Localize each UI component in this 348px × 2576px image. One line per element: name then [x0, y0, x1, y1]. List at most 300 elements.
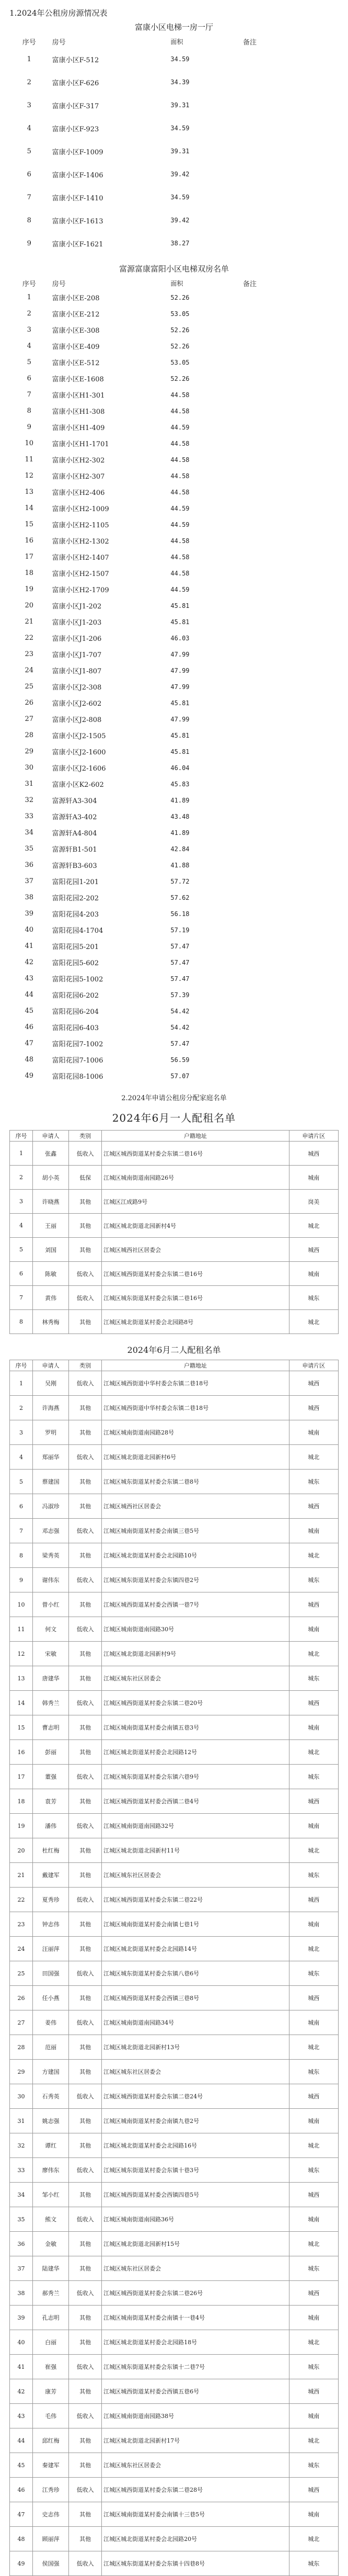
- table-cell: [240, 987, 339, 1003]
- table-cell: 富阳花园5-201: [52, 943, 99, 951]
- table-cell: 1: [10, 1142, 33, 1166]
- table-cell: 富康小区H2-1407: [52, 554, 109, 562]
- table-cell: 城东: [289, 1666, 338, 1691]
- table-cell: [240, 117, 339, 140]
- table-cell: 低保: [69, 1166, 102, 1190]
- table-row: [10, 1986, 339, 2010]
- table-cell: 其他: [69, 2527, 102, 2551]
- table-cell: 3: [27, 101, 31, 109]
- table-cell: 44.58: [170, 439, 190, 447]
- table-cell: 57.72: [170, 877, 190, 885]
- table-cell: 富阳花园5-1002: [52, 976, 103, 984]
- table-cell: 15: [10, 1715, 33, 1740]
- table-cell: 城东: [289, 2256, 338, 2281]
- table-cell: 史志伟: [33, 2502, 69, 2527]
- table-cell: 6: [10, 1262, 33, 1286]
- table-cell: 其他: [69, 2379, 102, 2404]
- table-row: [9, 500, 339, 516]
- table-cell: 许海燕: [33, 1396, 69, 1420]
- table-cell: 城北: [289, 1740, 338, 1765]
- table-cell: 44.58: [170, 472, 190, 480]
- table-row: [9, 306, 339, 322]
- table-cell: 31: [10, 2109, 33, 2133]
- table-cell: 富康小区F-1613: [52, 217, 103, 225]
- table-row: [9, 889, 339, 906]
- table-cell: 城北: [289, 1838, 338, 1863]
- document: [9, 0, 339, 2576]
- table-cell: 12: [25, 472, 34, 480]
- table-cell: 胡小英: [33, 1166, 69, 1190]
- column-header: 备注: [242, 39, 257, 47]
- table-cell: 潘伟: [33, 1814, 69, 1838]
- table-cell: 城东: [289, 1286, 338, 1310]
- table-row: [10, 1912, 339, 1937]
- table-cell: 江城区城东街道某村委会东镇六巷9号: [102, 1765, 289, 1789]
- table-cell: 蔡建国: [33, 1470, 69, 1494]
- table-cell: [240, 209, 339, 232]
- table-cell: [240, 954, 339, 970]
- table-cell: 低收入: [69, 1445, 102, 1470]
- table-cell: [240, 289, 339, 306]
- table-cell: 其他: [69, 2232, 102, 2256]
- table-cell: 其他: [69, 1543, 102, 1568]
- table-cell: 42: [10, 2379, 33, 2404]
- table-cell: 康芳: [33, 2379, 69, 2404]
- table-row: [10, 1863, 339, 1888]
- table-cell: 张鑫: [33, 1142, 69, 1166]
- table-row: [9, 484, 339, 500]
- table-cell: 44.58: [170, 391, 190, 399]
- table-cell: 5: [27, 358, 31, 366]
- table-cell: 31: [25, 780, 34, 788]
- table-cell: 城南: [289, 1519, 338, 1543]
- table-cell: 秦建军: [33, 2453, 69, 2478]
- table-cell: 53.05: [170, 358, 190, 366]
- table-cell: 57.47: [170, 1040, 190, 1047]
- table-cell: 6: [27, 375, 31, 382]
- table-cell: 城南: [289, 2404, 338, 2428]
- table-cell: 城南: [289, 2010, 338, 2035]
- table-row: [9, 419, 339, 435]
- table-cell: 43: [25, 975, 34, 982]
- table-cell: 低收入: [69, 1262, 102, 1286]
- table-row: [10, 2453, 339, 2478]
- table-cell: 其他: [69, 1310, 102, 1334]
- table-cell: 江城区城东街道某村委会东镇十四巷8号: [102, 2551, 289, 2576]
- table-cell: 富阳花园2-202: [52, 895, 99, 902]
- table-cell: 9: [10, 1568, 33, 1592]
- table-row: [10, 1396, 339, 1420]
- table-cell: 低收入: [69, 2010, 102, 2035]
- table-cell: [240, 808, 339, 824]
- table-cell: 34: [25, 829, 34, 837]
- table-cell: 许晓燕: [33, 1190, 69, 1214]
- column-header: 申请人: [33, 1360, 69, 1371]
- table-cell: [240, 1003, 339, 1019]
- table-cell: 8: [10, 1310, 33, 1334]
- table-cell: 11: [25, 456, 34, 464]
- table-cell: 45.83: [170, 780, 190, 788]
- table-cell: 2: [27, 310, 31, 318]
- table-row: [10, 2207, 339, 2232]
- table-cell: 5: [10, 1238, 33, 1262]
- table-cell: 富源轩B1-501: [52, 846, 97, 854]
- table-cell: 低收入: [69, 2207, 102, 2232]
- table-cell: 25: [10, 1961, 33, 1986]
- column-header: 面积: [170, 280, 183, 287]
- table-cell: 8: [10, 1543, 33, 1568]
- table-cell: 3: [10, 1190, 33, 1214]
- table-cell: 5: [10, 1470, 33, 1494]
- table-row: [9, 94, 339, 117]
- table-cell: 富康小区J1-202: [52, 603, 102, 611]
- table-cell: 江城区城北街道北园新村6号: [102, 1445, 289, 1470]
- table-cell: 其他: [69, 2330, 102, 2355]
- table-cell: 53.05: [170, 310, 190, 318]
- table-cell: 低收入: [69, 1371, 102, 1396]
- table-row: [9, 549, 339, 565]
- table-cell: 城东: [289, 2158, 338, 2183]
- table-cell: 46: [25, 1023, 34, 1031]
- table-cell: 江城区城西街道某村委会东镇二巷24号: [102, 2084, 289, 2109]
- table-cell: [240, 711, 339, 727]
- table-cell: 城南: [289, 1166, 338, 1190]
- table-cell: 8: [27, 407, 31, 415]
- table-cell: 45: [25, 1007, 34, 1015]
- table-cell: 16: [10, 1740, 33, 1765]
- table-cell: [240, 679, 339, 695]
- table-cell: 其他: [69, 1214, 102, 1238]
- table-cell: 57.07: [170, 1072, 190, 1080]
- table-cell: 江城区城东街道某村委会东镇二巷8号: [102, 1470, 289, 1494]
- table-cell: 17: [10, 1765, 33, 1789]
- column-header: 类别: [69, 1360, 102, 1371]
- table-cell: 57.47: [170, 975, 190, 982]
- table-cell: 江城区城东街道某村委会东镇二巷16号: [102, 1286, 289, 1310]
- table-cell: 富康小区F-512: [52, 56, 99, 64]
- table-row: [9, 232, 339, 255]
- table-cell: 30: [25, 764, 34, 772]
- table-cell: 江城区城南街道南园路34号: [102, 2010, 289, 2035]
- table-cell: 熊文: [33, 2207, 69, 2232]
- table-cell: 26: [25, 699, 34, 707]
- table-cell: 江城区城西街道某村委会东镇二巷28号: [102, 2478, 289, 2502]
- table-row: [9, 760, 339, 776]
- table-cell: 44.59: [170, 585, 190, 593]
- table-cell: 46.03: [170, 634, 190, 642]
- table-cell: 9: [27, 239, 31, 247]
- table-cell: 27: [10, 2010, 33, 2035]
- table-row: [10, 1519, 339, 1543]
- table-cell: 江城区城南街道南园路28号: [102, 1420, 289, 1445]
- table-cell: 其他: [69, 1740, 102, 1765]
- table-cell: 其他: [69, 1470, 102, 1494]
- table-cell: 城西: [289, 1142, 338, 1166]
- table-cell: 罗明: [33, 1420, 69, 1445]
- table-cell: 城西: [289, 1986, 338, 2010]
- table-cell: 43.48: [170, 812, 190, 820]
- table-cell: 57.62: [170, 894, 190, 901]
- table-cell: 吴刚: [33, 1371, 69, 1396]
- table-cell: 富康小区J2-308: [52, 684, 102, 692]
- column-header: 面积: [170, 38, 183, 46]
- table-cell: 城南: [289, 2502, 338, 2527]
- table-cell: 低收入: [69, 2281, 102, 2306]
- table-row: [10, 1789, 339, 1814]
- table-cell: 16: [25, 537, 34, 545]
- table-cell: 黄伟: [33, 1286, 69, 1310]
- table-row: [10, 2084, 339, 2109]
- table-cell: 江城区城北街道某村委会北园路14号: [102, 1937, 289, 1961]
- table3: [9, 1130, 339, 1334]
- table-row: [10, 1286, 339, 1310]
- table-cell: 其他: [69, 1937, 102, 1961]
- table-cell: [240, 727, 339, 743]
- table-cell: 52.26: [170, 342, 190, 350]
- table-cell: 39.42: [170, 217, 190, 224]
- table-cell: 富阳花园8-1006: [52, 1073, 103, 1081]
- table-cell: [240, 889, 339, 906]
- table-row: [10, 1888, 339, 1912]
- table-cell: 富康小区F-1406: [52, 171, 103, 179]
- table-cell: 7: [10, 1286, 33, 1310]
- column-header: 序号: [10, 1131, 33, 1142]
- table-row: [9, 581, 339, 597]
- table-cell: [240, 451, 339, 468]
- table-row: [9, 516, 339, 533]
- table-cell: 城东: [289, 1765, 338, 1789]
- table-cell: 43: [10, 2404, 33, 2428]
- table-cell: 其他: [69, 1863, 102, 1888]
- table-cell: 低收入: [69, 1691, 102, 1715]
- table-cell: 低收入: [69, 1765, 102, 1789]
- table-cell: 13: [10, 1666, 33, 1691]
- table-cell: 低收入: [69, 2478, 102, 2502]
- table-cell: 曹志明: [33, 1715, 69, 1740]
- table-cell: [240, 970, 339, 987]
- table-cell: 城东: [289, 2453, 338, 2478]
- table-cell: 34: [10, 2183, 33, 2207]
- table-cell: 城南: [289, 1420, 338, 1445]
- table1-title: 富康小区电梯一房一厅: [134, 22, 213, 32]
- table-cell: [240, 565, 339, 581]
- table-cell: 其他: [69, 2109, 102, 2133]
- table-row: [9, 679, 339, 695]
- column-header: 类别: [69, 1131, 102, 1142]
- table-cell: 28: [25, 731, 34, 739]
- table-cell: 44.59: [170, 504, 190, 512]
- table-cell: 19: [25, 585, 34, 593]
- table-row: [10, 2428, 339, 2453]
- table-row: [9, 614, 339, 630]
- table-cell: 25: [25, 683, 34, 691]
- table-row: [10, 1937, 339, 1961]
- table-cell: 富源轩B3-603: [52, 862, 97, 870]
- table-cell: 富康小区E-1608: [52, 376, 104, 383]
- table-cell: 富阳花园5-602: [52, 959, 99, 967]
- table-cell: 城西: [289, 2183, 338, 2207]
- table-cell: 富康小区E-208: [52, 295, 100, 302]
- table-cell: 杜红梅: [33, 1838, 69, 1863]
- table-cell: 47.99: [170, 683, 190, 691]
- table-cell: 42: [25, 958, 34, 966]
- table-cell: 富源轩A4-804: [52, 830, 97, 838]
- table-cell: 江城区城西街道中华村委会东镇二巷18号: [102, 1396, 289, 1420]
- table-cell: 富康小区H2-1507: [52, 570, 109, 578]
- table-cell: 江城区城西街道某村委会东镇二巷16号: [102, 1262, 289, 1286]
- table-cell: 城北: [289, 1543, 338, 1568]
- table-cell: 57.39: [170, 991, 190, 999]
- table-row: [9, 808, 339, 824]
- table-cell: 4: [27, 342, 31, 350]
- table-cell: 郝秀兰: [33, 2281, 69, 2306]
- table-row: [10, 2158, 339, 2183]
- table-cell: 江城区城东街道某村委会东镇十二巷7号: [102, 2355, 289, 2379]
- table-cell: 城东: [289, 1470, 338, 1494]
- table-cell: 富阳花园6-202: [52, 992, 99, 1000]
- table-row: [10, 1420, 339, 1445]
- table-cell: 富康小区E-512: [52, 359, 100, 367]
- table-cell: 江城区城北街道北园新村15号: [102, 2232, 289, 2256]
- table-cell: 39.31: [170, 148, 190, 155]
- table-cell: 江城区城西社区居委会: [102, 1238, 289, 1262]
- document-heading: 1.2024年公租房房源情况表: [9, 8, 108, 18]
- table-row: [10, 1691, 339, 1715]
- table-cell: 城南: [289, 1617, 338, 1642]
- table-cell: [240, 48, 339, 71]
- table-cell: 富源轩A3-402: [52, 814, 97, 821]
- table-cell: 戴建军: [33, 1863, 69, 1888]
- table1: [9, 36, 339, 255]
- table-cell: 56.18: [170, 910, 190, 918]
- table-cell: 姜伟: [33, 2010, 69, 2035]
- table-cell: 城北: [289, 2133, 338, 2158]
- table-cell: 城西: [289, 1396, 338, 1420]
- table-cell: 10: [10, 1592, 33, 1617]
- table-cell: 2: [10, 1396, 33, 1420]
- table-cell: 低收入: [69, 2084, 102, 2109]
- column-header: 备注: [242, 280, 257, 288]
- table-row: [9, 354, 339, 370]
- table-cell: 富康小区F-626: [52, 79, 99, 87]
- table-cell: 宋敏: [33, 1642, 69, 1666]
- table-cell: 邓志强: [33, 1519, 69, 1543]
- table-cell: 江城区城北街道北园新村9号: [102, 1642, 289, 1666]
- table-row: [9, 322, 339, 338]
- table-cell: 41: [10, 2355, 33, 2379]
- table-cell: 江城区城东社区居委会: [102, 1666, 289, 1691]
- table-cell: 低收入: [69, 1568, 102, 1592]
- table-row: [9, 370, 339, 387]
- table-cell: 富康小区H2-1709: [52, 586, 109, 594]
- table-cell: 28: [10, 2035, 33, 2060]
- table-cell: 低收入: [69, 1961, 102, 1986]
- table-row: [10, 2035, 339, 2060]
- table-cell: 47: [25, 1040, 34, 1047]
- table-row: [10, 2183, 339, 2207]
- table-cell: 城西: [289, 1371, 338, 1396]
- table-cell: 城南: [289, 2109, 338, 2133]
- table-cell: 其他: [69, 2035, 102, 2060]
- table-header-row: [9, 277, 339, 289]
- table-cell: 江城区城北街道北园新村11号: [102, 1838, 289, 1863]
- table-cell: 其他: [69, 1190, 102, 1214]
- table-cell: 44: [25, 991, 34, 999]
- table-cell: 富康小区F-923: [52, 125, 99, 133]
- table-cell: [240, 646, 339, 662]
- table-cell: 城西: [289, 2084, 338, 2109]
- table-cell: [240, 614, 339, 630]
- table-cell: 44.58: [170, 553, 190, 561]
- table-cell: 江城区城南街道某村委会南镇三巷5号: [102, 1519, 289, 1543]
- table-row: [9, 743, 339, 760]
- table-cell: [240, 695, 339, 711]
- column-header: 序号: [22, 280, 36, 288]
- table-cell: 江城区城北街道某村委会北园路18号: [102, 2330, 289, 2355]
- table-cell: 15: [25, 521, 34, 528]
- column-header: 房号: [52, 280, 66, 288]
- table-row: [9, 597, 339, 614]
- table-cell: 其他: [69, 1420, 102, 1445]
- table-cell: 富阳花园4-1704: [52, 927, 103, 935]
- table-row: [10, 2281, 339, 2306]
- table-row: [10, 1961, 339, 1986]
- table3-title: 2024年6月一人配租名单: [112, 1112, 236, 1124]
- table-cell: 其他: [69, 2183, 102, 2207]
- table-cell: 其他: [69, 2306, 102, 2330]
- table-cell: 富康小区K2-602: [52, 781, 104, 789]
- table-cell: 18: [25, 569, 34, 577]
- table-cell: 6: [27, 170, 31, 178]
- table-row: [10, 1715, 339, 1740]
- column-header: 房号: [52, 39, 66, 47]
- table-cell: 20: [25, 602, 34, 609]
- table-row: [10, 1445, 339, 1470]
- table-row: [9, 841, 339, 857]
- table-cell: [240, 857, 339, 873]
- table-cell: 富康小区J1-203: [52, 619, 102, 627]
- table-cell: 37: [10, 2256, 33, 2281]
- table-row: [9, 435, 339, 451]
- table-cell: 城西: [289, 2281, 338, 2306]
- table-cell: 38.27: [170, 240, 190, 247]
- table-cell: 城南: [289, 1814, 338, 1838]
- table-cell: 48: [25, 1056, 34, 1064]
- table-cell: 陆建华: [33, 2256, 69, 2281]
- table-cell: [240, 140, 339, 163]
- table-cell: 毛伟: [33, 2404, 69, 2428]
- table-cell: 陈敏: [33, 1262, 69, 1286]
- table-row: [9, 565, 339, 581]
- table-cell: [240, 792, 339, 808]
- table-cell: 富康小区J1-206: [52, 635, 102, 643]
- table-cell: 城北: [289, 2527, 338, 2551]
- table-cell: [240, 630, 339, 646]
- table-cell: 44: [10, 2428, 33, 2453]
- table-cell: 33: [10, 2158, 33, 2183]
- table-cell: 41.89: [170, 829, 190, 837]
- table-cell: 江城区城南街道南园路26号: [102, 1166, 289, 1190]
- table-cell: 52.26: [170, 375, 190, 382]
- table-cell: 35: [25, 845, 34, 853]
- table-cell: 白丽: [33, 2330, 69, 2355]
- table-cell: 江城区城西街道某村委会西镇二巷4号: [102, 1789, 289, 1814]
- table-row: [10, 1666, 339, 1691]
- table-row: [10, 1470, 339, 1494]
- table-cell: 江城区城东街道某村委会东镇四巷2号: [102, 1568, 289, 1592]
- table-cell: [240, 484, 339, 500]
- table-cell: 富源轩A3-304: [52, 797, 97, 805]
